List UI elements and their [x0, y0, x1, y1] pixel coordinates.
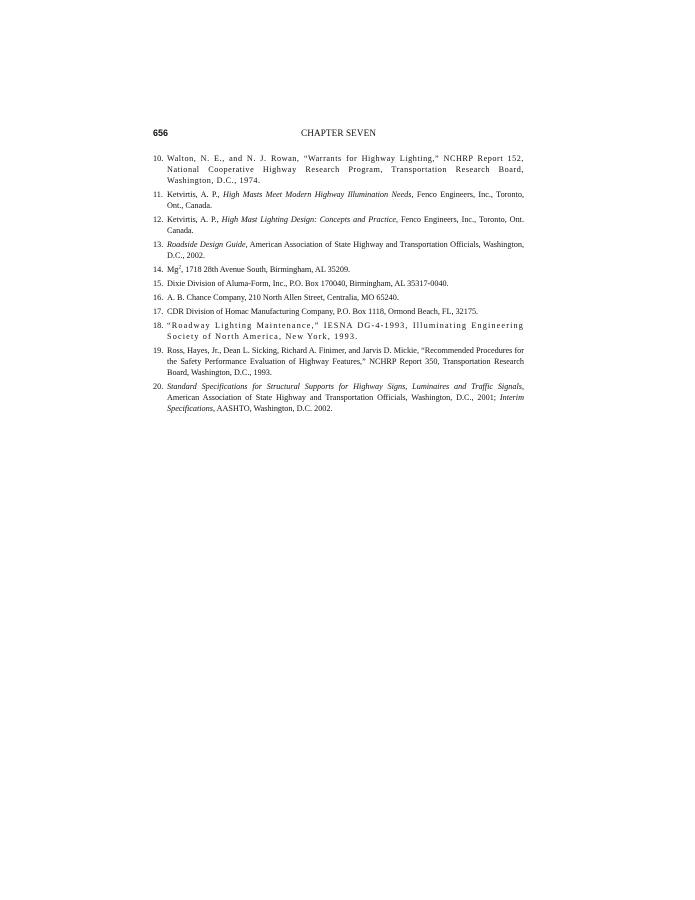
reference-text [167, 240, 524, 262]
chapter-title: CHAPTER SEVEN [301, 128, 377, 138]
reference-text [167, 279, 524, 290]
reference-number: 15. [153, 278, 164, 288]
reference-text [167, 307, 524, 318]
reference-title: Standard Specifications for Structural Supports for Highway Signs, Luminaires and Traffic Signals, [167, 382, 524, 392]
reference-text [167, 190, 524, 212]
reference-segment: Ketvirtis, A. P., [167, 214, 222, 224]
reference-text [167, 321, 524, 343]
reference-item [153, 154, 524, 186]
reference-title: High Masts Meet Modern Highway Illumination Needs, [223, 189, 414, 199]
reference-number: 14. [153, 264, 164, 274]
reference-segment: CDR Division of Homac Manufacturing Company, P.O. Box 1118, Ormond Beach, FL, 32175. [167, 307, 479, 317]
reference-segment: Walton, N. E., and N. J. Rowan, “Warrants for Highway Lighting,” NCHRP Report 152, National Cooperative Highway Research Program, Transportation Research Board, Washington, D.C., 1974. [167, 154, 524, 185]
reference-segment: “Roadway Lighting Maintenance,” IESNA DG-4-1993, Illuminating Engineering Society of North America, New York, 1993. [167, 321, 524, 342]
reference-item [153, 382, 524, 414]
reference-segment: , 1718 28th Avenue South, Birmingham, AL 35209. [181, 264, 351, 274]
reference-title: Interim Specifications [167, 393, 524, 413]
reference-segment: 2 [178, 264, 182, 270]
reference-text [167, 215, 524, 237]
reference-item [153, 307, 524, 318]
reference-number: 19. [153, 346, 164, 356]
reference-segment: Dixie Division of Aluma-Form, Inc., P.O. Box 170040, Birmingham, AL 35317-0040. [167, 278, 449, 288]
reference-title: High Mast Lighting Design: Concepts and Practice, [221, 214, 399, 224]
reference-segment: American Association of State Highway and Transportation Officials, Washington, D.C., 2002. [167, 239, 524, 260]
reference-number: 10. [153, 154, 164, 163]
reference-text [167, 154, 524, 186]
reference-item [153, 321, 524, 343]
reference-number: 16. [153, 293, 164, 303]
reference-segment: Ross, Hayes, Jr., Dean L. Sicking, Richard A. Finimer, and Jarvis D. Mickie, “Recommended Procedures for the Safety Performance Evaluation of Highway Features,” NCHRP Report 350, Transportation Research Board, Washington, D.C., 1993. [167, 346, 524, 378]
reference-item [153, 215, 524, 237]
reference-number: 13. [153, 239, 164, 249]
reference-title: Roadside Design Guide, [167, 239, 248, 249]
reference-number: 17. [153, 307, 164, 317]
reference-segment: Fenco Engineers, Inc., Toronto, Ont., Canada. [167, 189, 524, 210]
reference-item [153, 279, 524, 290]
reference-segment: American Association of State Highway and Transportation Officials, Washington, D.C., 2001; [167, 393, 500, 403]
reference-number: 18. [153, 321, 164, 331]
reference-item [153, 265, 524, 276]
reference-text [167, 293, 524, 304]
reference-item [153, 293, 524, 304]
reference-item [153, 240, 524, 262]
reference-item [153, 190, 524, 212]
page-number: 656 [153, 128, 169, 138]
reference-segment: Mg [167, 264, 179, 274]
reference-text [167, 346, 524, 378]
reference-number: 12. [153, 214, 164, 224]
reference-text [167, 265, 524, 276]
reference-item [153, 346, 524, 378]
reference-segment: , AASHTO, Washington, D.C. 2002. [212, 403, 333, 413]
reference-text [167, 382, 524, 414]
reference-segment: Ketvirtis, A. P., [167, 189, 224, 199]
reference-segment: Fenco Engineers, Inc., Toronto, Ont. Canada. [167, 214, 524, 235]
reference-number: 11. [153, 189, 163, 199]
reference-number: 20. [153, 382, 164, 392]
reference-segment: A. B. Chance Company, 210 North Allen Street, Centralia, MO 65240. [167, 293, 399, 303]
reference-list [153, 154, 524, 418]
